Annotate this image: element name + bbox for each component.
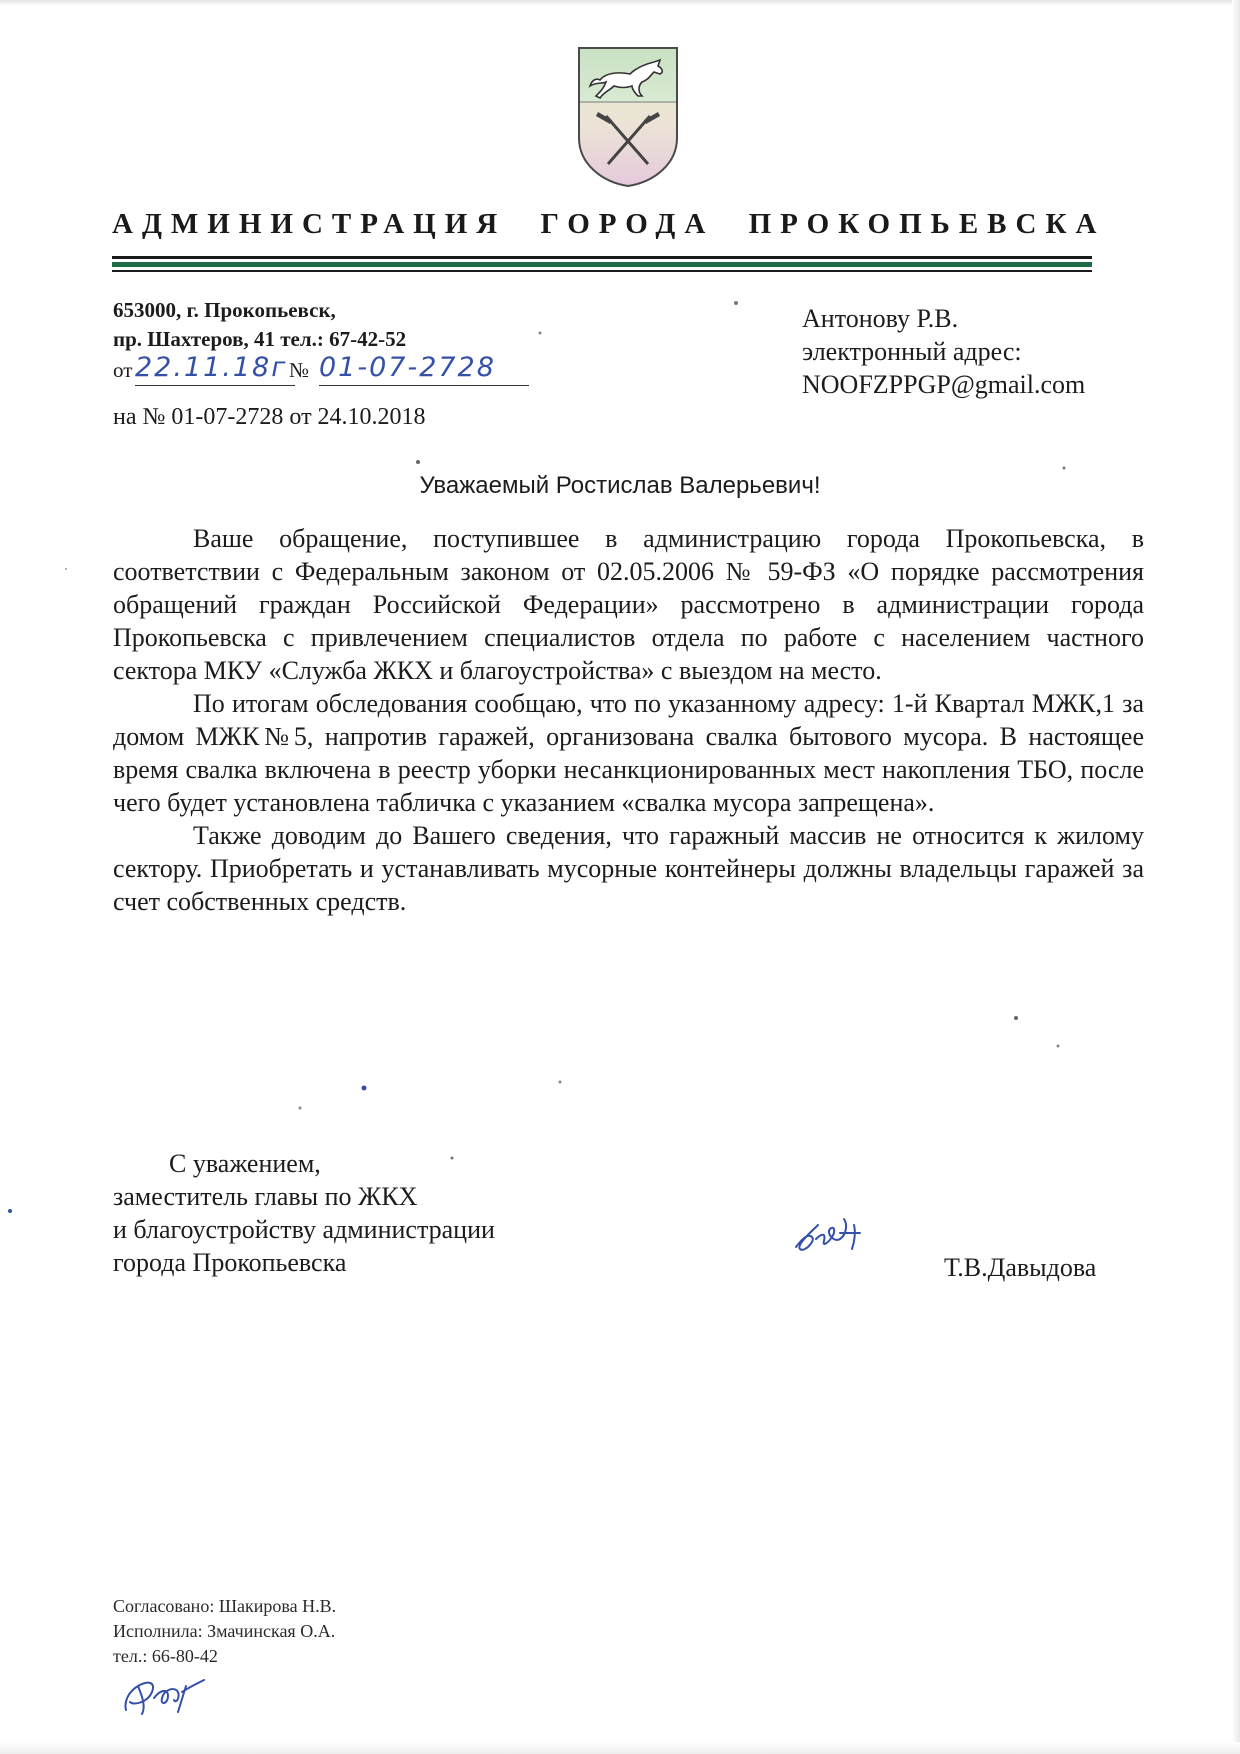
body-paragraph-3: Также доводим до Вашего сведения, что гаражный массив не относится к жилому сектору. Приобретать и устанавливать мусорные контейнеры должны владельцы гаражей за счет собственных средств.	[113, 821, 1144, 916]
recipient-name: Антонову Р.В.	[802, 304, 959, 333]
outgoing-number-prefix: №	[289, 358, 310, 382]
scan-edge-right	[1232, 0, 1240, 1754]
closing-position-line3: города Прокопьевска	[113, 1248, 347, 1277]
closing-position-line1: заместитель главы по ЖКХ	[113, 1182, 418, 1211]
reply-reference: на № 01-07-2728 от 24.10.2018	[113, 404, 426, 430]
scan-edge-top	[0, 0, 1240, 6]
letter-body	[113, 522, 1144, 918]
sender-block	[113, 296, 573, 354]
recipient-email: NOOFZPPGP@gmail.com	[802, 370, 1086, 399]
footer-phone: тел.: 66-80-42	[113, 1646, 218, 1666]
scan-edge-bottom	[0, 1742, 1240, 1754]
greeting: Уважаемый Ростислав Валерьевич!	[419, 472, 821, 499]
header-divider	[112, 256, 1092, 278]
outgoing-number-line	[113, 354, 583, 388]
date-underline	[135, 385, 295, 386]
footer-approved: Согласовано: Шакирова Н.В.	[113, 1596, 337, 1616]
footer-executor: Исполнила: Змачинская О.А.	[113, 1621, 336, 1641]
number-underline	[319, 385, 529, 386]
footer-block	[113, 1594, 513, 1669]
coat-of-arms-icon	[576, 46, 680, 188]
outgoing-date-handwritten: 22.11.18г	[135, 352, 288, 383]
body-paragraph-1: Ваше обращение, поступившее в администрацию города Прокопьевска, в соответствии с Федеральным законом от 02.05.2006 № 59-ФЗ «О порядке рассмотрения обращений граждан Российской Федерации» рассмотрено в администрации города Прокопьевска с привлечением специалистов отдела по работе с населением частного сектора МКУ «Служба ЖКХ и благоустройства» с выездом на место.	[113, 524, 1144, 685]
initials-signature-icon	[116, 1662, 216, 1720]
sender-address-line2: пр. Шахтеров, 41 тел.: 67-42-52	[113, 327, 407, 351]
recipient-email-label: электронный адрес:	[802, 337, 1022, 366]
organization-title: АДМИНИСТРАЦИЯ ГОРОДА ПРОКОПЬЕВСКА	[112, 208, 1106, 240]
outgoing-date-prefix: от	[113, 358, 133, 382]
recipient-block	[802, 302, 1202, 401]
signature-icon	[782, 1203, 878, 1267]
signer-name: Т.В.Давыдова	[944, 1253, 1097, 1282]
outgoing-number-handwritten: 01-07-2728	[319, 352, 496, 383]
body-paragraph-2: По итогам обследования сообщаю, что по указанному адресу: 1-й Квартал МЖК,1 за домом МЖК№5, напротив гаражей, организована свалка бытового мусора. В настоящее время свалка включена в реестр уборки несанкционированных мест накопления ТБО, после чего будет установлена табличка с указанием «свалка мусора запрещена».	[113, 689, 1144, 817]
sender-address-line1: 653000, г. Прокопьевск,	[113, 298, 336, 322]
closing-block	[113, 1147, 633, 1279]
closing-regards: С уважением,	[169, 1149, 321, 1178]
closing-position-line2: и благоустройству администрации	[113, 1215, 495, 1244]
